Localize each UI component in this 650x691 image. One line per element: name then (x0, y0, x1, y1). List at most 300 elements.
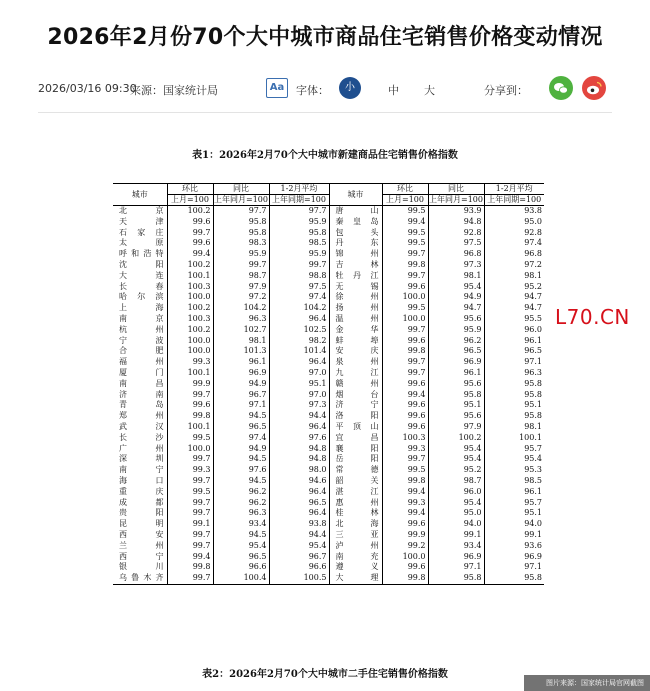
city-cell: 哈尔滨 (119, 292, 164, 302)
avg-cell: 98.1 (484, 271, 544, 282)
city-cell: 石家庄 (119, 227, 164, 237)
table-row (113, 562, 544, 573)
mom-cell: 99.8 (382, 260, 428, 271)
mom-cell: 99.3 (167, 465, 213, 476)
avg-cell: 95.8 (484, 573, 544, 584)
avg-cell: 95.1 (269, 379, 329, 390)
yoy-cell: 96.0 (428, 487, 484, 498)
table-row (113, 238, 544, 249)
yoy-cell: 96.3 (213, 314, 269, 325)
table-row (113, 206, 544, 217)
mom-cell: 100.2 (167, 325, 213, 336)
mom-cell: 99.4 (382, 217, 428, 228)
yoy-cell: 99.7 (213, 260, 269, 271)
city-cell: 安庆 (329, 346, 382, 357)
city-cell: 平顶山 (329, 422, 382, 433)
mom-cell: 99.2 (382, 541, 428, 552)
avg-cell: 95.4 (484, 454, 544, 465)
avg-cell: 94.0 (484, 519, 544, 530)
avg-cell: 97.5 (269, 282, 329, 293)
avg-cell: 94.6 (269, 476, 329, 487)
avg-cell: 97.1 (484, 357, 544, 368)
avg-cell: 102.5 (269, 325, 329, 336)
yoy-cell: 94.5 (213, 411, 269, 422)
mom-cell: 99.5 (382, 465, 428, 476)
mom-cell: 100.0 (167, 346, 213, 357)
yoy-cell: 97.9 (428, 422, 484, 433)
city-cell: 重庆 (119, 486, 164, 496)
mom-cell: 99.6 (382, 422, 428, 433)
avg-cell: 95.9 (269, 217, 329, 228)
avg-cell: 94.4 (269, 411, 329, 422)
city-cell: 郑州 (119, 411, 164, 421)
meta-divider (38, 112, 612, 113)
city-cell: 南充 (329, 552, 382, 563)
yoy-cell: 95.9 (213, 249, 269, 260)
avg-cell: 95.1 (484, 400, 544, 411)
yoy-cell: 93.9 (428, 206, 484, 217)
yoy-cell: 96.9 (428, 357, 484, 368)
table-row (113, 228, 544, 239)
city-cell: 青岛 (119, 400, 164, 410)
image-credit: 图片来源：国家统计局官网截图 (524, 675, 650, 691)
avg-cell: 96.7 (269, 552, 329, 563)
mom-cell: 99.6 (382, 400, 428, 411)
avg-cell: 96.0 (484, 325, 544, 336)
city-cell: 合肥 (119, 346, 164, 356)
mom-cell: 99.5 (382, 228, 428, 239)
yoy-cell: 97.6 (213, 465, 269, 476)
article-title: 2026年2月份70个大中城市商品住宅销售价格变动情况 (47, 25, 603, 50)
avg-cell: 99.7 (269, 260, 329, 271)
mom-cell: 99.5 (167, 487, 213, 498)
city-cell: 遵义 (329, 562, 382, 573)
avg-cell: 95.5 (484, 314, 544, 325)
city-cell: 天津 (119, 216, 164, 226)
yoy-cell: 94.7 (428, 303, 484, 314)
city-cell: 包头 (329, 228, 382, 239)
table-row (113, 508, 544, 519)
yoy-cell: 96.7 (213, 390, 269, 401)
yoy-cell: 95.1 (428, 400, 484, 411)
table-row (113, 433, 544, 444)
mom-cell: 100.2 (167, 260, 213, 271)
yoy-cell: 94.8 (428, 217, 484, 228)
table-row (113, 390, 544, 401)
mom-cell: 99.1 (167, 519, 213, 530)
avg-cell: 96.6 (269, 562, 329, 573)
avg-cell: 93.6 (484, 541, 544, 552)
mom-cell: 99.4 (167, 249, 213, 260)
mom-cell: 99.4 (382, 508, 428, 519)
table-row (113, 454, 544, 465)
table2-title: 表2：2026年2月70个大中城市二手住宅销售价格指数 (202, 669, 448, 680)
city-cell: 长春 (119, 281, 164, 291)
table-row (113, 346, 544, 357)
avg-cell: 96.4 (269, 508, 329, 519)
yoy-cell: 96.6 (213, 562, 269, 573)
mom-cell: 99.6 (167, 400, 213, 411)
mom-cell: 99.6 (382, 562, 428, 573)
mom-cell: 100.1 (167, 368, 213, 379)
mom-cell: 100.3 (167, 282, 213, 293)
mom-cell: 100.0 (382, 292, 428, 303)
city-cell: 成都 (119, 497, 164, 507)
yoy-cell: 93.4 (428, 541, 484, 552)
city-header: 城市 (329, 184, 382, 206)
avg-cell: 97.2 (484, 260, 544, 271)
city-cell: 金华 (329, 325, 382, 336)
price-index-table (113, 183, 544, 585)
yoy-cell: 94.9 (213, 444, 269, 455)
avg-cell: 99.1 (484, 530, 544, 541)
yoy-cell: 95.9 (428, 325, 484, 336)
avg-cell: 93.8 (484, 206, 544, 217)
yoy-cell: 97.2 (213, 292, 269, 303)
mom-cell: 99.7 (167, 573, 213, 584)
city-cell: 大连 (119, 270, 164, 280)
avg-cell: 94.7 (484, 303, 544, 314)
avg-cell: 95.2 (484, 282, 544, 293)
city-cell: 南宁 (119, 465, 164, 475)
city-cell: 武汉 (119, 421, 164, 431)
yoy-cell: 94.9 (213, 379, 269, 390)
mom-cell: 99.7 (167, 530, 213, 541)
table-body (113, 206, 544, 585)
table-row (113, 552, 544, 563)
font-small-button[interactable]: 小 (339, 77, 361, 99)
yoy-cell: 98.3 (213, 238, 269, 249)
city-cell: 银川 (119, 562, 164, 572)
avg-cell: 96.4 (269, 422, 329, 433)
yoy-cell: 96.5 (213, 552, 269, 563)
mom-cell: 99.7 (382, 454, 428, 465)
mom-cell: 99.7 (167, 541, 213, 552)
table-row (113, 368, 544, 379)
city-cell: 锦州 (329, 249, 382, 260)
city-header: 城市 (113, 184, 167, 206)
yoy-cell: 104.2 (213, 303, 269, 314)
yoy-cell: 94.5 (213, 530, 269, 541)
avg-cell: 96.4 (269, 487, 329, 498)
mom-cell: 100.2 (167, 303, 213, 314)
city-cell: 惠州 (329, 498, 382, 509)
city-cell: 丹东 (329, 238, 382, 249)
city-cell: 泉州 (329, 357, 382, 368)
city-cell: 广州 (119, 443, 164, 453)
table-row (113, 530, 544, 541)
yoy-cell: 93.4 (213, 519, 269, 530)
mom-cell: 99.7 (167, 454, 213, 465)
avg-cell: 96.5 (269, 498, 329, 509)
avg-base-header: 上年同期=100 (484, 195, 544, 206)
mom-cell: 99.9 (167, 379, 213, 390)
city-cell: 兰州 (119, 540, 164, 550)
mom-cell: 99.6 (382, 519, 428, 530)
city-cell: 常德 (329, 465, 382, 476)
mom-cell: 99.8 (382, 476, 428, 487)
table-row (113, 357, 544, 368)
yoy-cell: 96.1 (213, 357, 269, 368)
mom-header: 环比 (167, 184, 213, 195)
city-cell: 襄阳 (329, 444, 382, 455)
city-cell: 昆明 (119, 519, 164, 529)
yoy-cell: 101.3 (213, 346, 269, 357)
city-cell: 沈阳 (119, 259, 164, 269)
table-row (113, 314, 544, 325)
yoy-cell: 97.9 (213, 282, 269, 293)
city-cell: 宜昌 (329, 433, 382, 444)
avg-cell: 95.0 (484, 217, 544, 228)
mom-cell: 99.7 (382, 357, 428, 368)
avg-cell: 97.0 (269, 390, 329, 401)
mom-cell: 100.0 (382, 314, 428, 325)
yoy-cell: 95.8 (428, 390, 484, 401)
yoy-cell: 100.2 (428, 433, 484, 444)
yoy-cell: 94.5 (213, 476, 269, 487)
weibo-icon[interactable] (582, 76, 606, 100)
table-row (113, 519, 544, 530)
table-row (113, 444, 544, 455)
mom-cell: 99.7 (382, 249, 428, 260)
yoy-cell: 96.5 (213, 422, 269, 433)
yoy-cell: 97.5 (428, 238, 484, 249)
mom-cell: 99.8 (382, 573, 428, 584)
avg-cell: 97.4 (269, 292, 329, 303)
city-cell: 福州 (119, 357, 164, 367)
avg-cell: 94.7 (484, 292, 544, 303)
yoy-header: 同比 (213, 184, 269, 195)
city-cell: 南京 (119, 313, 164, 323)
mom-cell: 99.3 (382, 444, 428, 455)
yoy-cell: 94.9 (428, 292, 484, 303)
avg-cell: 97.1 (484, 562, 544, 573)
yoy-cell: 95.4 (428, 282, 484, 293)
avg-cell: 96.3 (484, 368, 544, 379)
yoy-header: 同比 (428, 184, 484, 195)
avg-cell: 97.0 (269, 368, 329, 379)
yoy-cell: 96.8 (428, 249, 484, 260)
mom-cell: 99.7 (167, 498, 213, 509)
yoy-cell: 96.2 (213, 487, 269, 498)
mom-cell: 100.1 (167, 271, 213, 282)
yoy-cell: 95.8 (213, 228, 269, 239)
city-cell: 秦皇岛 (329, 217, 382, 228)
avg-cell: 96.8 (484, 249, 544, 260)
city-cell: 三亚 (329, 530, 382, 541)
avg-header: 1-2月平均 (484, 184, 544, 195)
table-row (113, 282, 544, 293)
city-cell: 呼和浩特 (119, 249, 164, 259)
mom-cell: 100.0 (167, 336, 213, 347)
mom-cell: 99.5 (382, 206, 428, 217)
avg-cell: 96.5 (484, 346, 544, 357)
table-row (113, 541, 544, 552)
yoy-cell: 95.6 (428, 379, 484, 390)
yoy-cell: 94.0 (428, 519, 484, 530)
city-cell: 西安 (119, 529, 164, 539)
yoy-cell: 96.2 (213, 498, 269, 509)
table-row (113, 271, 544, 282)
article-meta (38, 78, 612, 100)
yoy-cell: 97.7 (213, 206, 269, 217)
mom-cell: 99.4 (382, 390, 428, 401)
city-cell: 徐州 (329, 292, 382, 303)
city-cell: 洛阳 (329, 411, 382, 422)
mom-cell: 100.1 (167, 422, 213, 433)
mom-cell: 99.3 (167, 357, 213, 368)
wechat-icon[interactable] (549, 76, 573, 100)
yoy-cell: 95.8 (213, 217, 269, 228)
mom-cell: 99.7 (167, 476, 213, 487)
avg-cell: 94.8 (269, 444, 329, 455)
avg-cell: 95.4 (269, 541, 329, 552)
table-row (113, 487, 544, 498)
city-cell: 杭州 (119, 324, 164, 334)
avg-cell: 96.1 (484, 336, 544, 347)
mom-cell: 100.2 (167, 206, 213, 217)
avg-cell: 94.4 (269, 530, 329, 541)
yoy-cell: 95.0 (428, 508, 484, 519)
yoy-cell: 98.7 (428, 476, 484, 487)
city-cell: 海口 (119, 475, 164, 485)
mom-cell: 99.7 (382, 368, 428, 379)
city-cell: 北海 (329, 519, 382, 530)
city-cell: 宁波 (119, 335, 164, 345)
table-row (113, 573, 544, 584)
yoy-cell: 95.6 (428, 314, 484, 325)
yoy-cell: 95.4 (428, 444, 484, 455)
avg-cell: 97.6 (269, 433, 329, 444)
avg-cell: 98.0 (269, 465, 329, 476)
table-row (113, 498, 544, 509)
city-cell: 深圳 (119, 454, 164, 464)
avg-cell: 95.8 (484, 390, 544, 401)
mom-header: 环比 (382, 184, 428, 195)
city-cell: 吉林 (329, 260, 382, 271)
city-cell: 烟台 (329, 390, 382, 401)
mom-cell: 99.6 (167, 217, 213, 228)
yoy-cell: 97.1 (428, 562, 484, 573)
city-cell: 温州 (329, 314, 382, 325)
yoy-cell: 102.7 (213, 325, 269, 336)
city-cell: 无锡 (329, 282, 382, 293)
yoy-cell: 96.3 (213, 508, 269, 519)
yoy-cell: 96.9 (428, 552, 484, 563)
city-cell: 北京 (119, 206, 164, 215)
mom-cell: 99.7 (382, 271, 428, 282)
table-row (113, 325, 544, 336)
mom-cell: 100.3 (167, 314, 213, 325)
avg-cell: 95.7 (484, 444, 544, 455)
yoy-cell: 96.9 (213, 368, 269, 379)
avg-cell: 96.9 (484, 552, 544, 563)
font-medium-button[interactable]: 中 (388, 84, 399, 97)
avg-cell: 95.8 (269, 228, 329, 239)
yoy-cell: 97.3 (428, 260, 484, 271)
yoy-cell: 100.4 (213, 573, 269, 584)
avg-cell: 98.5 (269, 238, 329, 249)
avg-cell: 96.4 (269, 357, 329, 368)
avg-cell: 104.2 (269, 303, 329, 314)
font-size-icon[interactable]: Aa (266, 78, 288, 98)
table-row (113, 260, 544, 271)
avg-cell: 95.7 (484, 498, 544, 509)
city-cell: 赣州 (329, 379, 382, 390)
yoy-cell: 98.1 (428, 271, 484, 282)
yoy-cell: 94.5 (213, 454, 269, 465)
mom-cell: 99.7 (167, 228, 213, 239)
table-subheader-row (113, 195, 544, 206)
yoy-cell: 95.2 (428, 465, 484, 476)
city-cell: 韶关 (329, 476, 382, 487)
yoy-cell: 96.5 (428, 346, 484, 357)
avg-header: 1-2月平均 (269, 184, 329, 195)
mom-cell: 100.3 (382, 433, 428, 444)
table-row (113, 476, 544, 487)
article-source: 来源：国家统计局 (130, 84, 218, 97)
publish-date: 2026/03/16 09:30 (38, 82, 137, 95)
table-row (113, 292, 544, 303)
mom-cell: 99.5 (382, 238, 428, 249)
avg-cell: 92.8 (484, 228, 544, 239)
yoy-cell: 98.7 (213, 271, 269, 282)
avg-cell: 95.9 (269, 249, 329, 260)
mom-cell: 99.7 (382, 325, 428, 336)
table-row (113, 249, 544, 260)
mom-cell: 99.6 (382, 379, 428, 390)
mom-cell: 99.6 (382, 411, 428, 422)
yoy-cell: 95.4 (428, 454, 484, 465)
mom-cell: 99.6 (382, 336, 428, 347)
city-cell: 贵阳 (119, 508, 164, 518)
mom-cell: 99.6 (167, 238, 213, 249)
yoy-cell: 95.6 (428, 411, 484, 422)
table-row (113, 422, 544, 433)
mom-cell: 99.8 (167, 411, 213, 422)
share-label: 分享到： (484, 84, 528, 97)
yoy-cell: 95.4 (428, 498, 484, 509)
mom-cell: 99.9 (382, 530, 428, 541)
avg-cell: 101.4 (269, 346, 329, 357)
city-cell: 太原 (119, 238, 164, 248)
mom-cell: 100.0 (382, 552, 428, 563)
avg-cell: 97.4 (484, 238, 544, 249)
yoy-cell: 99.1 (428, 530, 484, 541)
yoy-cell: 97.4 (213, 433, 269, 444)
city-cell: 大理 (329, 573, 382, 584)
city-cell: 济宁 (329, 400, 382, 411)
font-large-button[interactable]: 大 (424, 84, 435, 97)
mom-cell: 99.4 (382, 487, 428, 498)
yoy-cell: 95.8 (428, 573, 484, 584)
yoy-base-header: 上年同月=100 (214, 195, 268, 204)
avg-cell: 96.4 (269, 314, 329, 325)
table-row (113, 379, 544, 390)
city-cell: 长沙 (119, 432, 164, 442)
avg-cell: 97.3 (269, 400, 329, 411)
avg-cell: 97.7 (269, 206, 329, 217)
yoy-base-header: 上年同月=100 (429, 195, 483, 204)
mom-cell: 99.3 (382, 498, 428, 509)
table-row (113, 217, 544, 228)
avg-base-header: 上年同期=100 (269, 195, 329, 206)
city-cell: 九江 (329, 368, 382, 379)
city-cell: 唐山 (329, 206, 382, 217)
yoy-cell: 92.8 (428, 228, 484, 239)
mom-cell: 99.6 (382, 282, 428, 293)
mom-cell: 99.5 (167, 433, 213, 444)
